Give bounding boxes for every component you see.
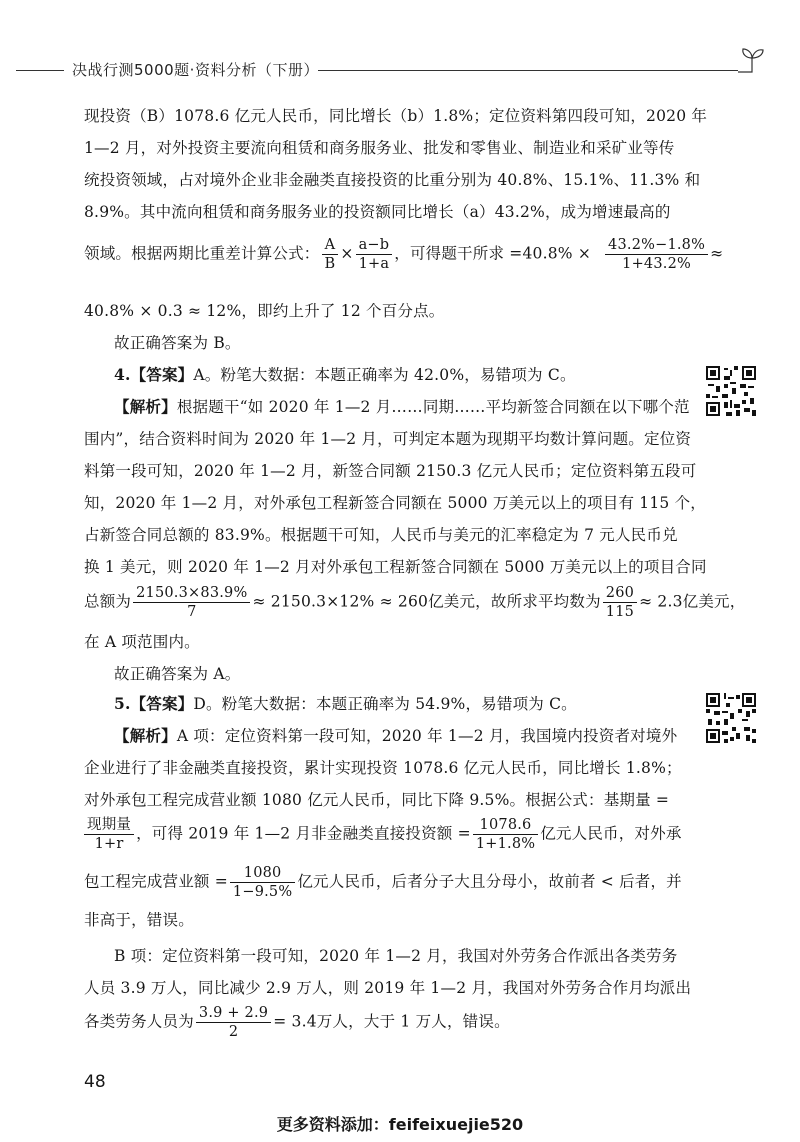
answer-label: 5.【答案】 <box>114 694 194 713</box>
text-segment: ，可得 2019 年 1—2 月非金融类直接投资额 = <box>136 824 471 843</box>
answer-text: D。粉笔大数据：本题正确率为 54.9%，易错项为 C。 <box>193 695 577 713</box>
approx-sign: ≈ <box>710 244 724 263</box>
fraction-denominator: 1+r <box>94 836 124 852</box>
text-segment: A 项：定位资料第一段可知，2020 年 1—2 月，我国境内投资者对境外 <box>176 727 678 745</box>
fraction-numerator: a−b <box>356 236 393 255</box>
question-5-a-end <box>84 904 688 936</box>
fraction-denominator: B <box>324 256 336 272</box>
fraction-average <box>603 584 637 621</box>
analysis-label: 【解析】 <box>114 397 177 416</box>
fraction-numerator: 260 <box>603 584 637 603</box>
text-segment: ，可得题干所求 =40.8% × <box>394 244 592 263</box>
book-title: 决战行测5000题·资料分析（下册） <box>72 61 319 79</box>
text-line: 非高于，错误。 <box>84 911 194 929</box>
text-segment: 各类劳务人员为 <box>84 1012 194 1031</box>
qr-code-icon[interactable] <box>706 366 756 416</box>
header-rule-left <box>16 70 64 71</box>
fraction-denominator: 7 <box>187 604 197 620</box>
fraction-numerator: 43.2%−1.8% <box>605 236 708 255</box>
fraction-numerator: 1080 <box>230 864 295 883</box>
text-segment: 包工程完成营业额 = <box>84 872 228 891</box>
fraction-rate-diff <box>356 236 393 273</box>
fraction-numerator: 2150.3×83.9% <box>133 584 250 603</box>
sprout-icon <box>734 46 764 74</box>
text-segment: 亿元人民币，后者分子大且分母小，故前者 < 后者，并 <box>297 872 682 891</box>
text-line: 人员 3.9 万人，同比减少 2.9 万人，则 2019 年 1—2 月，我国对外劳务合作月均派出 <box>84 979 692 997</box>
fraction-computation <box>605 236 708 273</box>
qr-code-icon[interactable] <box>706 693 756 743</box>
text-line: 知，2020 年 1—2 月，对外承包工程新签合同额在 5000 万美元以上的项目有 115 个， <box>84 494 706 512</box>
text-segment: = 3.4万人，大于 1 万人，错误。 <box>273 1012 510 1031</box>
conclusion-line: 故正确答案为 B。 <box>114 334 241 352</box>
paragraph-continued <box>84 100 708 228</box>
fraction-investment-base <box>473 816 538 853</box>
fraction-denominator: 2 <box>228 1024 239 1040</box>
analysis-label: 【解析】 <box>114 726 177 745</box>
formula-line <box>84 1004 688 1041</box>
text-segment: 领域。根据两期比重差计算公式： <box>84 244 320 263</box>
fraction-denominator: 1−9.5% <box>232 884 293 900</box>
header-rule-right <box>318 70 738 71</box>
analysis-line <box>84 720 688 752</box>
page-number: 48 <box>84 1072 106 1092</box>
fraction-numerator: 3.9 + 2.9 <box>196 1004 271 1023</box>
fraction-denominator: 1+1.8% <box>475 836 536 852</box>
answer-line <box>84 688 688 720</box>
fraction-monthly-average <box>196 1004 271 1041</box>
text-segment: 亿元人民币，对外承 <box>540 824 682 843</box>
fraction-numerator: A <box>322 236 339 255</box>
text-line: 料第一段可知，2020 年 1—2 月，新签合同额 2150.3 亿元人民币；定位资料第五段可 <box>84 462 697 480</box>
text-segment: ≈ 2.3亿美元， <box>639 592 746 611</box>
text-segment: 根据题干“如 2020 年 1—2 月……同期……平均新签合同额在以下哪个范 <box>176 398 690 416</box>
option-b-analysis <box>84 940 692 1004</box>
formula-line <box>84 236 724 273</box>
fraction-denominator: 1+43.2% <box>622 256 691 272</box>
question-4-end <box>84 626 688 690</box>
text-line: 统投资领域，占对境外企业非金融类直接投资的比重分别为 40.8%、15.1%、11.3% 和 <box>84 171 701 189</box>
formula-line <box>84 584 746 621</box>
fraction-base-formula <box>84 816 134 853</box>
text-line: 1—2 月，对外投资主要流向租赁和商务服务业、批发和零售业、制造业和采矿业等传 <box>84 139 675 157</box>
fraction-numerator: 现期量 <box>84 816 134 835</box>
formula-line <box>84 864 688 901</box>
fraction-numerator: 1078.6 <box>473 816 538 835</box>
text-line: 8.9%。其中流向租赁和商务服务业的投资额同比增长（a）43.2%，成为增速最高的 <box>84 203 671 221</box>
answer-text: A。粉笔大数据：本题正确率为 42.0%，易错项为 C。 <box>193 366 576 384</box>
text-line: 40.8% × 0.3 ≈ 12%，即约上升了 12 个百分点。 <box>84 302 445 320</box>
text-line: B 项：定位资料第一段可知，2020 年 1—2 月，我国对外劳务合作派出各类劳务 <box>114 947 678 965</box>
text-line: 对外承包工程完成营业额 1080 亿元人民币，同比下降 9.5%。根据公式：基期量 = <box>84 791 670 809</box>
answer-line <box>84 359 688 391</box>
text-line: 围内”，结合资料时间为 2020 年 1—2 月，可判定本题为现期平均数计算问题。定位资 <box>84 430 692 448</box>
fraction-denominator: 1+a <box>358 256 390 272</box>
fraction-revenue-base <box>230 864 295 901</box>
text-segment: ≈ 2150.3×12% ≈ 260亿美元，故所求平均数为 <box>252 592 601 611</box>
text-line: 换 1 美元，则 2020 年 1—2 月对外承包工程新签合同额在 5000 万美元以上的项目合同 <box>84 558 707 576</box>
text-line: 现投资（B）1078.6 亿元人民币，同比增长（b）1.8%；定位资料第四段可知，2020 年 <box>84 107 708 125</box>
question-5-block <box>84 688 688 816</box>
paragraph-result <box>84 295 688 359</box>
times-sign: × <box>340 244 354 263</box>
fraction-contract-total <box>133 584 250 621</box>
running-header <box>0 58 800 88</box>
footer-contact: 更多资料添加：feifeixuejie520 <box>276 1115 524 1134</box>
text-segment: 总额为 <box>84 592 132 611</box>
conclusion-line: 故正确答案为 A。 <box>114 665 241 683</box>
formula-line <box>84 816 688 853</box>
analysis-line <box>84 391 688 423</box>
fraction-denominator: 115 <box>605 604 635 620</box>
text-line: 在 A 项范围内。 <box>84 633 200 651</box>
text-line: 企业进行了非金融类直接投资，累计实现投资 1078.6 亿元人民币，同比增长 1.8%； <box>84 759 682 777</box>
question-4-block <box>84 359 707 583</box>
text-line: 占新签合同总额的 83.9%。根据题干可知，人民币与美元的汇率稳定为 7 元人民币兑 <box>84 526 678 544</box>
fraction-a-over-b <box>322 236 339 273</box>
answer-label: 4.【答案】 <box>114 365 194 384</box>
